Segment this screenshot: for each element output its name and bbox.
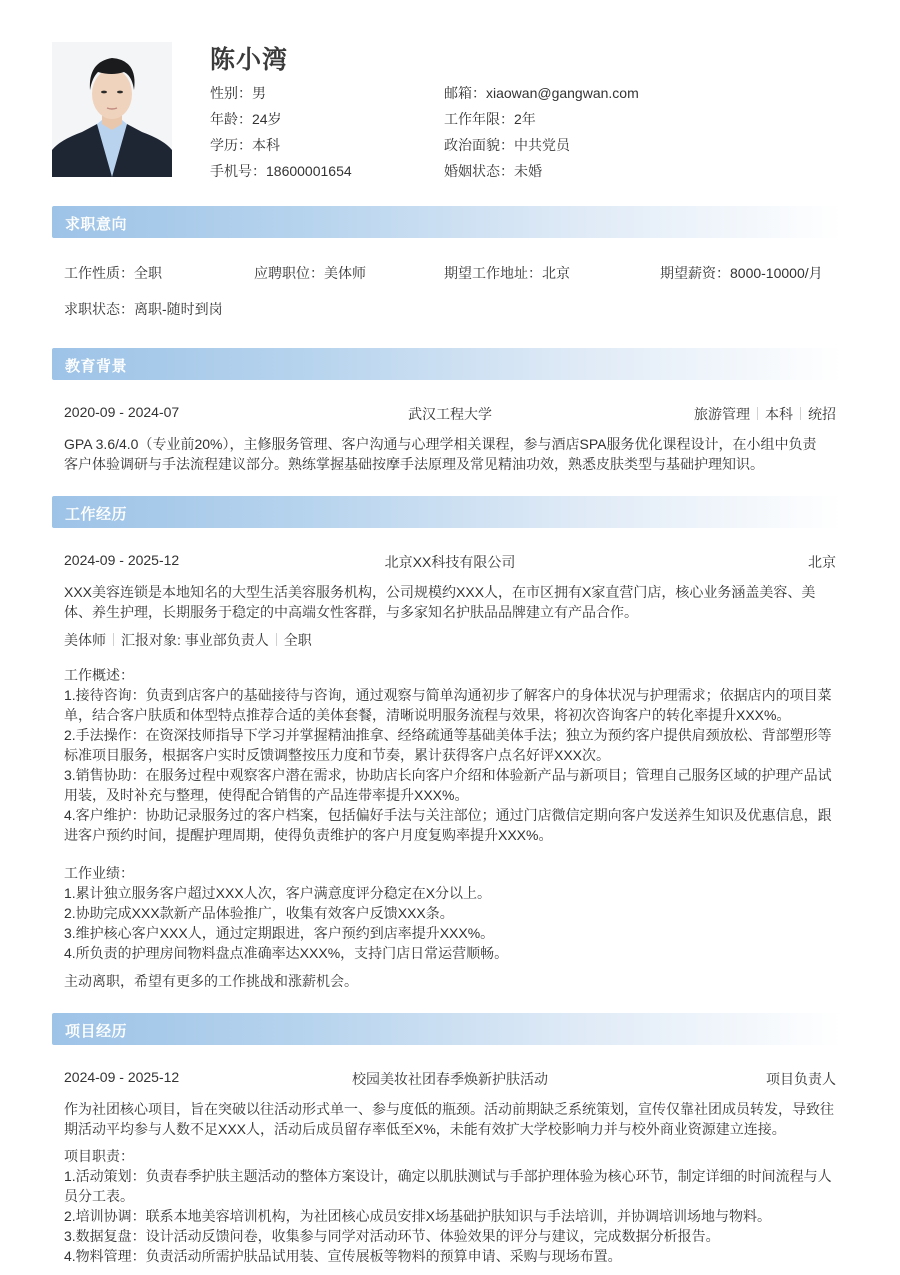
project-period: 2024-09 - 2025-12	[64, 1069, 180, 1085]
intent-location: 期望工作地址：北京	[444, 265, 570, 281]
section-title: 工作经历	[65, 506, 128, 523]
info-phone: 手机号：18600001654	[210, 163, 352, 179]
avatar-icon	[52, 42, 172, 177]
info-political: 政治面貌：中共党员	[444, 137, 570, 153]
candidate-name: 陈小湾	[210, 46, 289, 74]
section-header-project	[52, 1013, 842, 1045]
info-age: 年龄：24岁	[210, 111, 282, 127]
education-description: GPA 3.6/4.0（专业前20%），主修服务管理、客户沟通与心理学相关课程，参与酒店SPA服务优化课程设计，在小组中负责 客户体验调研与手法流程建议部分。熟练掌握基础按摩手法原理及常见精油功效，熟悉皮肤类型与基础护理知识。	[64, 436, 817, 472]
section-title: 项目经历	[65, 1023, 128, 1040]
profile-photo	[52, 42, 172, 177]
basic-info-right	[444, 84, 639, 188]
divider	[800, 407, 801, 420]
work-summary: 工作概述： 1.接待咨询：负责到店客户的基础接待与咨询，通过观察与简单沟通初步了解客户的身体状况与护理需求；依据店内的项目菜 单，结合客户肤质和体型特点推荐合适的美体套餐，清晰说明服务流程与效果，将初次咨询客户的转化率提升XXX%。 2.手法操作：在资深技师指导下学习并掌握精油推拿、经络疏通等基础美体手法；独立为预约客户提供肩颈放松、背部塑形等 标准项目服务，根据客户实时反馈调整按压力度和节奏，累计获得客户点名好评XXX次。 3.销售协助：在服务过程中观察客户潜在需求，协助店长向客户介绍和体验新产品与新项目；管理自己服务区域的护理产品试 用装，及时补充与整理，使得配合销售的产品连带率提升XXX%。 4.客户维护：协助记录服务过的客户档案，包括偏好手法与关注部位；通过门店微信定期向客户发送养生知识及优惠信息，跟 进客户预约时间，提醒护理周期，使得负责维护的客户月度复购率提升XXX%。	[64, 667, 832, 843]
work-entry-header	[64, 552, 836, 572]
project-description: 作为社团核心项目，旨在突破以往活动形式单一、参与度低的瓶颈。活动前期缺乏系统策划，宣传仅靠社团成员转发，导致往 期活动平均参与人数不足XXX人，活动后成员留存率低至X%，未能有效扩大学校影响力并与校外商业资源建立连接。	[64, 1101, 834, 1137]
section-header-work	[52, 496, 842, 528]
divider	[113, 633, 114, 646]
profile-header	[52, 40, 842, 180]
project-role: 项目负责人	[766, 1071, 836, 1087]
info-email: 邮箱：xiaowan@gangwan.com	[444, 85, 639, 101]
intent-job-type: 工作性质：全职	[64, 265, 162, 281]
section-header-intent	[52, 206, 842, 238]
project-name: 校园美妆社团春季焕新护肤活动	[352, 1071, 548, 1087]
work-company-intro: XXX美容连锁是本地知名的大型生活美容服务机构，公司规模约XXX人，在市区拥有X家直营门店，核心业务涵盖美容、美 体、养生护理，长期服务于稳定的中高端女性客群，与多家知名护肤品品牌建立有产品合作。	[64, 584, 816, 620]
info-gender: 性别：男	[210, 85, 266, 101]
education-period: 2020-09 - 2024-07	[64, 404, 180, 420]
work-leave-reason: 主动离职，希望有更多的工作挑战和涨薪机会。	[64, 973, 358, 989]
section-header-education	[52, 348, 842, 380]
work-company: 北京XX科技有限公司	[384, 554, 516, 570]
intent-position: 应聘职位：美体师	[254, 265, 366, 281]
divider	[276, 633, 277, 646]
intent-status: 求职状态：离职-随时到岗	[64, 301, 223, 317]
education-entry-header	[64, 404, 836, 424]
work-period: 2024-09 - 2025-12	[64, 552, 180, 568]
project-entry-header	[64, 1069, 836, 1089]
work-achievements: 工作业绩： 1.累计独立服务客户超过XXX人次，客户满意度评分稳定在X分以上。 2.协助完成XXX款新产品体验推广，收集有效客户反馈XXX条。 3.维护核心客户XXX人，通过定期跟进，客户预约到店率提升XXX%。 4.所负责的护理房间物料盘点准确率达XXX%，支持门店日常运营顺畅。	[64, 865, 509, 961]
info-degree: 学历：本科	[210, 137, 280, 153]
basic-info-left	[210, 84, 352, 188]
section-title: 教育背景	[65, 358, 128, 375]
education-school: 武汉工程大学	[408, 406, 492, 422]
education-tags: 旅游管理 本科 统招	[694, 406, 836, 422]
work-role-tags: 美体师 汇报对象: 事业部负责人 全职	[64, 632, 312, 648]
divider	[757, 407, 758, 420]
work-city: 北京	[808, 554, 836, 570]
info-marital: 婚姻状态：未婚	[444, 163, 542, 179]
project-duties: 项目职责： 1.活动策划：负责春季护肤主题活动的整体方案设计，确定以肌肤测试与手部护理体验为核心环节，制定详细的时间流程与人 员分工表。 2.培训协调：联系本地美容培训机构，为社团核心成员安排X场基础护肤知识与手法培训，并协调培训场地与物料。 3.数据复盘：设计活动反馈问卷，收集参与同学对活动环节、体验效果的评分与建议，完成数据分析报告。 4.物料管理：负责活动所需护肤品试用装、宣传展板等物料的预算申请、采购与现场布置。	[64, 1148, 832, 1264]
intent-salary: 期望薪资：8000-10000/月	[660, 265, 823, 281]
info-work-years: 工作年限：2年	[444, 111, 536, 127]
section-title: 求职意向	[65, 216, 128, 233]
